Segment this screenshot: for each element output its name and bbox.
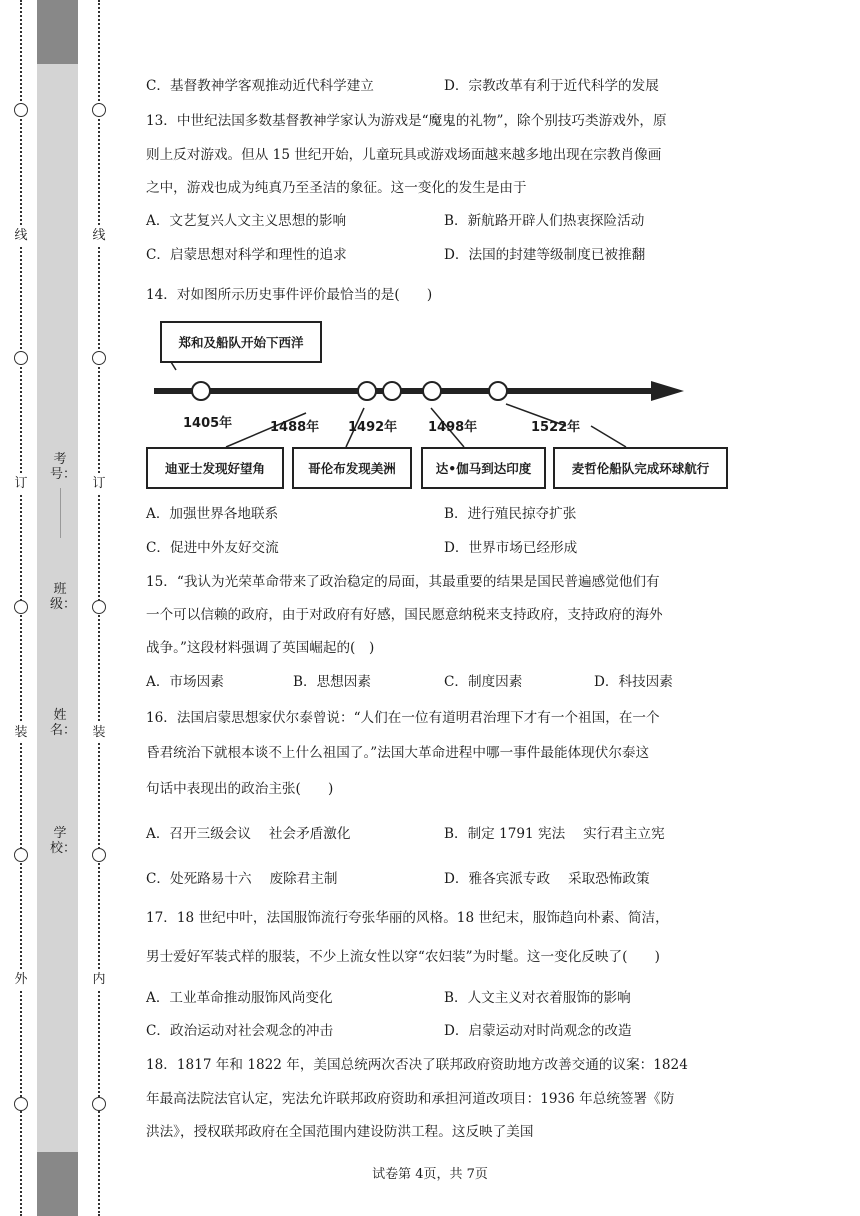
timeline-year-1498: 1498年 [428,420,478,435]
q17-stem-line1: 17．18 世纪中叶，法国服饰流行夸张华丽的风格。18 世纪末，服饰趋向朴素、简洁， [146,910,669,926]
margin-circle [92,1097,106,1111]
timeline-year-1522: 1522年 [531,420,581,435]
margin-circle [92,103,106,117]
timeline-box-columbus: 哥伦布发现美洲 [292,447,412,489]
q13-stem-line3: 之中，游戏也成为纯真乃至圣洁的象征。这一变化的发生是由于 [146,180,527,196]
q17-stem-line2: 男士爱好军装式样的服装，不少上流女性以穿“农妇装”为时髦。这一变化反映了( ) [146,949,660,965]
q15-option-a: A．市场因素 [146,674,224,690]
timeline-node-1492 [383,382,401,400]
timeline-box-dagama: 达•伽马到达印度 [421,447,546,489]
timeline-year-1492: 1492年 [348,420,398,435]
timeline-node-1522 [489,382,507,400]
q14-option-c: C．促进中外友好交流 [146,540,279,556]
q16-option-a: A．召开三级会议 社会矛盾激化 [146,826,351,842]
q13-stem-line2: 则上反对游戏。但从 15 世纪开始，儿童玩具或游戏场面越来越多地出现在宗教肖像画 [146,147,662,163]
margin-circle [92,848,106,862]
inner-label-zhuang: 装 [86,723,112,743]
q13-option-c: C．启蒙思想对科学和理性的追求 [146,247,347,263]
timeline-node-1405 [192,382,210,400]
margin-circle [14,351,28,365]
q14-stem: 14．对如图所示历史事件评价最恰当的是( ) [146,287,433,303]
class-field[interactable] [50,582,77,612]
q16-option-c: C．处死路易十六 废除君主制 [146,871,338,887]
outer-label-xian: 线 [8,226,34,246]
name-field[interactable] [50,708,77,738]
q13-option-d: D．法国的封建等级制度已被推翻 [444,247,646,263]
class-label: 班级： [50,582,77,612]
q12-option-d: D．宗教改革有利于近代科学的发展 [444,78,659,94]
q15-stem-line1: 15．“我认为光荣革命带来了政治稳定的局面，其最重要的结果是国民普遍感觉他们有 [146,574,660,590]
timeline-box-dias: 迪亚士发现好望角 [146,447,284,489]
margin-circle [92,600,106,614]
exam-number-label: 考号： [50,452,77,482]
timeline-node-1488 [358,382,376,400]
margin-circle [14,103,28,117]
inner-label-xian: 线 [86,226,112,246]
q17-option-c: C．政治运动对社会观念的冲击 [146,1023,334,1039]
margin-circle [14,600,28,614]
q15-option-c: C．制度因素 [444,674,523,690]
exam-number-field[interactable] [50,452,77,538]
timeline-box-zhenghe: 郑和及船队开始下西洋 [160,321,322,363]
q18-stem-line1: 18．1817 年和 1822 年，美国总统两次否决了联邦政府资助地方改善交通的议案：1824 [146,1057,688,1073]
outer-label-wai: 外 [8,970,34,990]
inner-label-ding: 订 [86,474,112,494]
q15-option-d: D．科技因素 [594,674,673,690]
q18-stem-line3: 洪法》，授权联邦政府在全国范围内建设防洪工程。这反映了美国 [146,1124,534,1140]
name-label: 姓名： [50,708,77,738]
q18-stem-line2: 年最高法院法官认定，宪法允许联邦政府资助和承担河道改项目：1936 年总统签署《防 [146,1091,675,1107]
q16-option-b: B．制定 1791 宪法 实行君主立宪 [444,826,665,842]
q13-option-a: A．文艺复兴人文主义思想的影响 [146,213,347,229]
q13-stem-line1: 13．中世纪法国多数基督教神学家认为游戏是“魔鬼的礼物”，除个别技巧类游戏外，原 [146,113,667,129]
margin-circle [92,351,106,365]
margin-strip-bottom [37,1152,78,1216]
q14-option-b: B．进行殖民掠夺扩张 [444,506,577,522]
timeline-year-1405: 1405年 [183,416,233,431]
q14-option-a: A．加强世界各地联系 [146,506,279,522]
q15-stem-line2: 一个可以信赖的政府，由于对政府有好感，国民愿意纳税来支持政府，支持政府的海外 [146,607,663,623]
margin-circle [14,848,28,862]
q16-stem-line2: 昏君统治下就根本谈不上什么祖国了。”法国大革命进程中哪一事件最能体现伏尔泰这 [146,745,650,761]
q15-option-b: B．思想因素 [293,674,371,690]
school-field[interactable] [50,826,77,856]
outer-label-ding: 订 [8,474,34,494]
margin-circle [14,1097,28,1111]
q13-option-b: B．新航路开辟人们热衷探险活动 [444,213,645,229]
school-label: 学校： [50,826,77,856]
q16-stem-line3: 句话中表现出的政治主张( ) [146,781,334,797]
margin-strip-top [37,0,78,64]
timeline-year-1488: 1488年 [270,420,320,435]
q16-stem-line1: 16．法国启蒙思想家伏尔泰曾说：“人们在一位有道明君治理下才有一个祖国，在一个 [146,710,660,726]
q16-option-d: D．雅各宾派专政 采取恐怖政策 [444,871,650,887]
outer-label-zhuang: 装 [8,723,34,743]
q17-option-a: A．工业革命推动服饰风尚变化 [146,990,333,1006]
page-footer: 试卷第 4页，共 7页 [372,1167,488,1182]
timeline-arrowhead [651,381,684,401]
inner-label-nei: 内 [86,970,112,990]
q14-option-d: D．世界市场已经形成 [444,540,578,556]
timeline-box-magellan: 麦哲伦船队完成环球航行 [553,447,728,489]
q17-option-d: D．启蒙运动对时尚观念的改造 [444,1023,632,1039]
q12-option-c: C．基督教神学客观推动近代科学建立 [146,78,374,94]
timeline-node-1498 [423,382,441,400]
q17-option-b: B．人文主义对衣着服饰的影响 [444,990,631,1006]
q15-stem-line3: 战争。”这段材料强调了英国崛起的( ) [146,640,375,656]
